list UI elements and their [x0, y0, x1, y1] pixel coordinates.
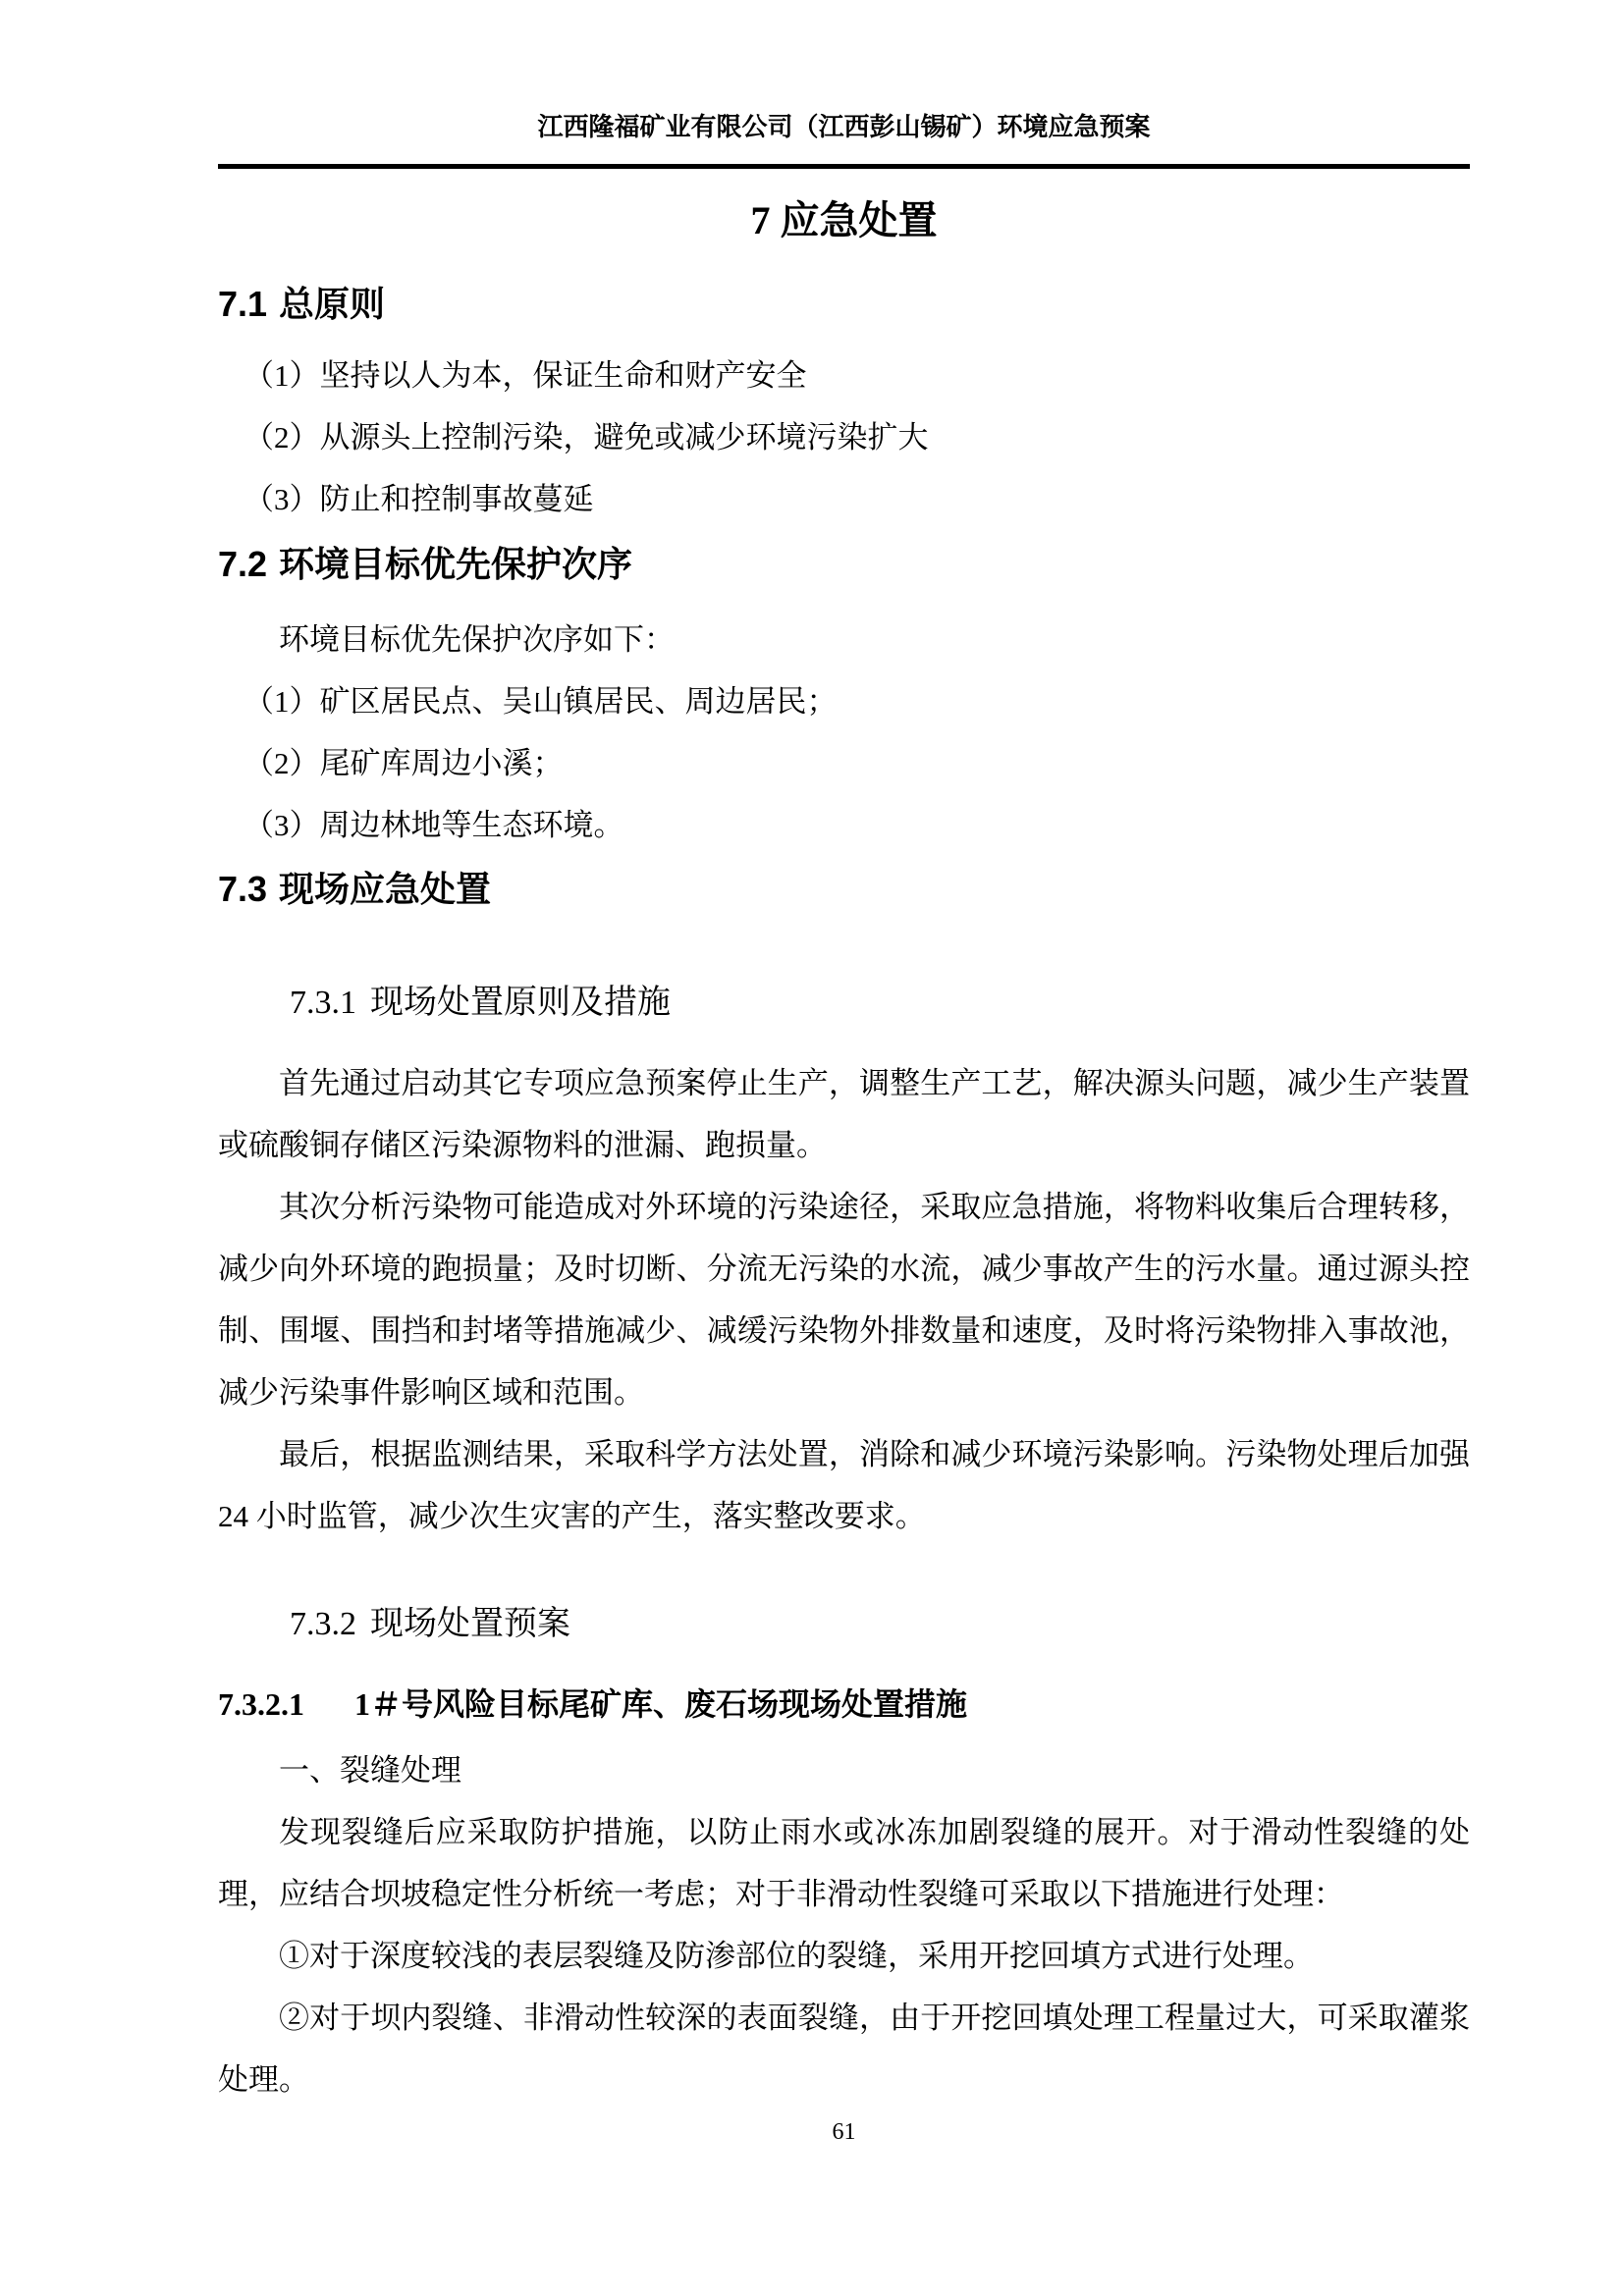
header-rule [218, 164, 1470, 169]
section-7-3-1-heading [290, 979, 1470, 1028]
section-7-2-intro: 环境目标优先保护次序如下： [279, 622, 675, 657]
paragraph: 首先通过启动其它专项应急预案停止生产，调整生产工艺，解决源头问题，减少生产装置或硫酸铜存储区污染源物料的泄漏、跑损量。 [218, 1066, 1470, 1162]
section-7-3-2-title: 现场处置预案 [370, 1606, 570, 1642]
section-7-3-2-1-heading [218, 1682, 1470, 1726]
section-7-3-2-heading [290, 1600, 1470, 1649]
section-7-3-2-number: 7.3.2 [290, 1606, 356, 1642]
section-7-1-heading [218, 282, 1470, 327]
section-7-1-number: 7.1 [218, 284, 268, 324]
paragraph: 发现裂缝后应采取防护措施，以防止雨水或冰冻加剧裂缝的展开。对于滑动性裂缝的处理，应结合坝坡稳定性分析统一考虑；对于非滑动性裂缝可采取以下措施进行处理： [218, 1815, 1470, 1911]
page-number: 61 [832, 2119, 856, 2145]
section-7-2-heading [218, 542, 1470, 587]
section-7-3-2-1-number: 7.3.2.1 [218, 1686, 304, 1722]
section-7-3-1-number: 7.3.1 [290, 985, 356, 1021]
section-7-2-title: 环境目标优先保护次序 [279, 544, 633, 584]
section-7-3-number: 7.3 [218, 869, 268, 909]
list-item: （2）尾矿库周边小溪； [244, 746, 564, 780]
paragraph: ②对于坝内裂缝、非滑动性较深的表面裂缝，由于开挖回填处理工程量过大，可采取灌浆处理。 [218, 2001, 1470, 2097]
running-header: 江西隆福矿业有限公司（江西彭山锡矿）环境应急预案 [537, 113, 1151, 141]
chapter-title: 7 应急处置 [750, 198, 938, 242]
list-item: （3）防止和控制事故蔓延 [244, 482, 594, 516]
section-7-3-1-title: 现场处置原则及措施 [370, 985, 671, 1021]
sub-heading-crack-treatment: 一、裂缝处理 [279, 1753, 461, 1788]
section-7-3-heading [218, 867, 1470, 912]
list-item: （3）周边林地等生态环境。 [244, 808, 624, 842]
paragraph: 最后，根据监测结果，采取科学方法处置，消除和减少环境污染影响。污染物处理后加强 24 小时监管，减少次生灾害的产生，落实整改要求。 [218, 1437, 1470, 1533]
list-item: （1）坚持以人为本，保证生命和财产安全 [244, 358, 807, 393]
section-7-1-title: 总原则 [279, 284, 386, 324]
paragraph: 其次分析污染物可能造成对外环境的污染途径，采取应急措施，将物料收集后合理转移，减少向外环境的跑损量；及时切断、分流无污染的水流，减少事故产生的污水量。通过源头控制、围堰、围挡和封堵等措施减少、减缓污染物外排数量和速度，及时将污染物排入事故池，减少污染事件影响区域和范围。 [218, 1190, 1470, 1410]
list-item: （2）从源头上控制污染，避免或减少环境污染扩大 [244, 420, 929, 454]
section-7-3-2-1-title: 1＃号风险目标尾矿库、废石场现场处置措施 [354, 1686, 968, 1722]
paragraph: ①对于深度较浅的表层裂缝及防渗部位的裂缝，采用开挖回填方式进行处理。 [279, 1939, 1314, 1973]
section-7-2-number: 7.2 [218, 544, 268, 584]
list-item: （1）矿区居民点、吴山镇居民、周边居民； [244, 684, 838, 719]
document-content [218, 0, 1470, 2147]
section-7-3-title: 现场应急处置 [279, 869, 492, 909]
